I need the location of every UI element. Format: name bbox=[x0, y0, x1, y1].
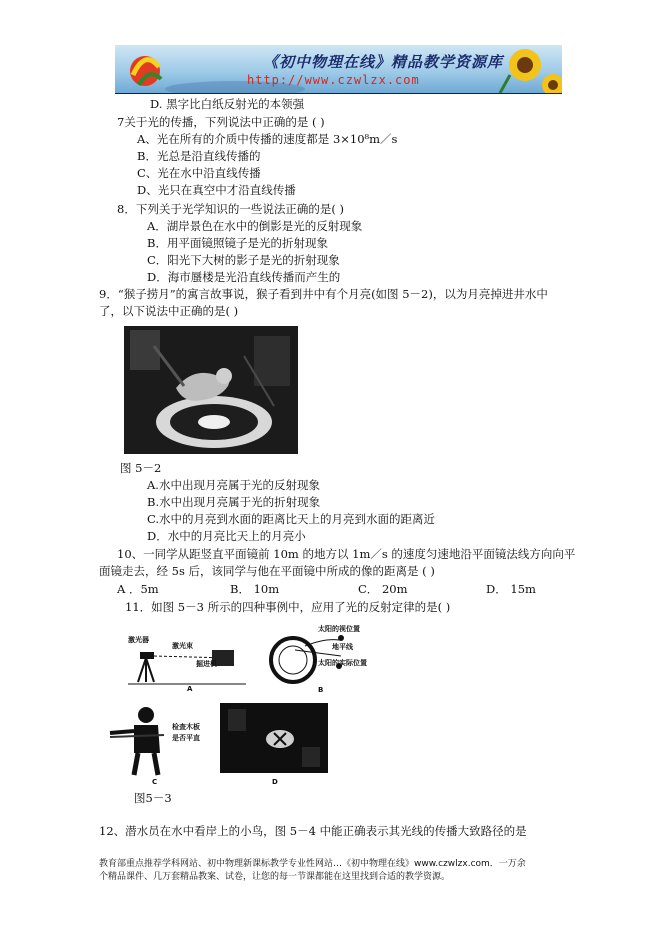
footer-line2: 个精品课件、几万套精品教案、试卷，让您的每一节课都能在这里找到合适的教学资源。 bbox=[99, 872, 451, 882]
q9-option-c: C.水中的月亮到水面的距离比天上的月亮到水面的距离近 bbox=[147, 512, 436, 526]
q8-stem: 8．下列关于光学知识的一些说法正确的是( ) bbox=[117, 202, 344, 216]
figure-5-2-monkey-well bbox=[124, 326, 298, 454]
q8-option-d: D．海市蜃楼是光沿直线传播而产生的 bbox=[147, 270, 341, 284]
figure-5-3-caption: 图5－3 bbox=[134, 791, 172, 805]
header-rule bbox=[115, 93, 562, 94]
q11-stem: 11．如图 5－3 所示的四种事例中，应用了光的反射定律的是( ) bbox=[125, 600, 451, 614]
q7-option-c: C、光在水中沿直线传播 bbox=[137, 166, 261, 180]
figure-5-3-d-photo bbox=[220, 703, 328, 773]
q9-option-b: B.水中出现月亮属于光的折射现象 bbox=[147, 495, 321, 509]
figure-5-3-b-earth-sun bbox=[265, 628, 375, 686]
q10-stem-line1: 10、一同学从距竖直平面镜前 10m 的地方以 1m／s 的速度匀速地沿平面镜法线方向向平 bbox=[117, 547, 576, 561]
q10-option-a: A ．5m bbox=[117, 582, 159, 596]
q10-option-d: D． 15m bbox=[486, 582, 536, 596]
fig-d-letter: D bbox=[272, 778, 278, 786]
q7-option-d: D、光只在真空中才沿直线传播 bbox=[137, 183, 296, 197]
q6-option-d: D. 黑字比白纸反射光的本领强 bbox=[150, 97, 305, 111]
q12-stem: 12、潜水员在水中看岸上的小鸟，图 5－4 中能正确表示其光线的传播大致路径的是 bbox=[99, 824, 527, 838]
q7-option-a: A、光在所有的介质中传播的速度都是 3×10⁸m／s bbox=[137, 132, 398, 146]
fig-a-label-beam: 激光束 bbox=[172, 642, 193, 650]
moon-reflection bbox=[198, 415, 230, 429]
q9-stem-line2: 了，以下说法中正确的是( ) bbox=[99, 304, 239, 318]
footer-line1: 教育部重点推荐学科网站、初中物理新课标教学专业性网站…《初中物理在线》www.czwlzx.com．一万余 bbox=[99, 859, 526, 869]
q10-stem-line2: 面镜走去，经 5s 后，该同学与他在平面镜中所成的像的距离是 ( ) bbox=[99, 564, 435, 578]
q7-option-b: B．光总是沿直线传播的 bbox=[137, 149, 261, 163]
sunflower-icon bbox=[500, 49, 562, 93]
fig-b-letter: B bbox=[318, 686, 324, 694]
q10-option-b: B． 10m bbox=[230, 582, 280, 596]
header-banner bbox=[115, 45, 562, 93]
figure-5-3-c-worker bbox=[104, 703, 170, 777]
fig-b-label-actual: 太阳的实际位置 bbox=[318, 659, 367, 667]
fig-b-label-horizon: 地平线 bbox=[332, 643, 353, 651]
fig-a-label-laser: 激光器 bbox=[128, 636, 149, 644]
q7-stem: 7关于光的传播，下列说法中正确的是 ( ) bbox=[117, 115, 325, 129]
q8-option-c: C．阳光下大树的影子是光的折射现象 bbox=[147, 253, 340, 267]
fig-a-letter: A bbox=[187, 685, 193, 693]
q9-stem-line1: 9．“猴子捞月”的寓言故事说，猴子看到井中有个月亮(如图 5－2)，以为月亮掉进井水中 bbox=[99, 287, 548, 301]
site-url[interactable]: http://www.czwlzx.com bbox=[247, 73, 420, 87]
q10-option-c: C． 20m bbox=[358, 582, 408, 596]
q8-option-b: B．用平面镜照镜子是光的折射现象 bbox=[147, 236, 328, 250]
q9-option-a: A.水中出现月亮属于光的反射现象 bbox=[147, 478, 320, 492]
fig-a-label-machine: 掘进机 bbox=[196, 660, 217, 668]
fig-c-letter: C bbox=[152, 778, 158, 786]
fig-b-label-apparent: 太阳的视位置 bbox=[318, 625, 360, 633]
q9-option-d: D．水中的月亮比天上的月亮小 bbox=[147, 529, 306, 543]
fig-c-label-line2: 是否平直 bbox=[172, 734, 200, 742]
figure-5-2-caption: 图 5－2 bbox=[120, 461, 162, 475]
q8-option-a: A．湖岸景色在水中的倒影是光的反射现象 bbox=[147, 219, 363, 233]
site-title: 《初中物理在线》精品教学资源库 bbox=[263, 53, 504, 71]
fig-c-label-line1: 检查木板 bbox=[172, 723, 200, 731]
